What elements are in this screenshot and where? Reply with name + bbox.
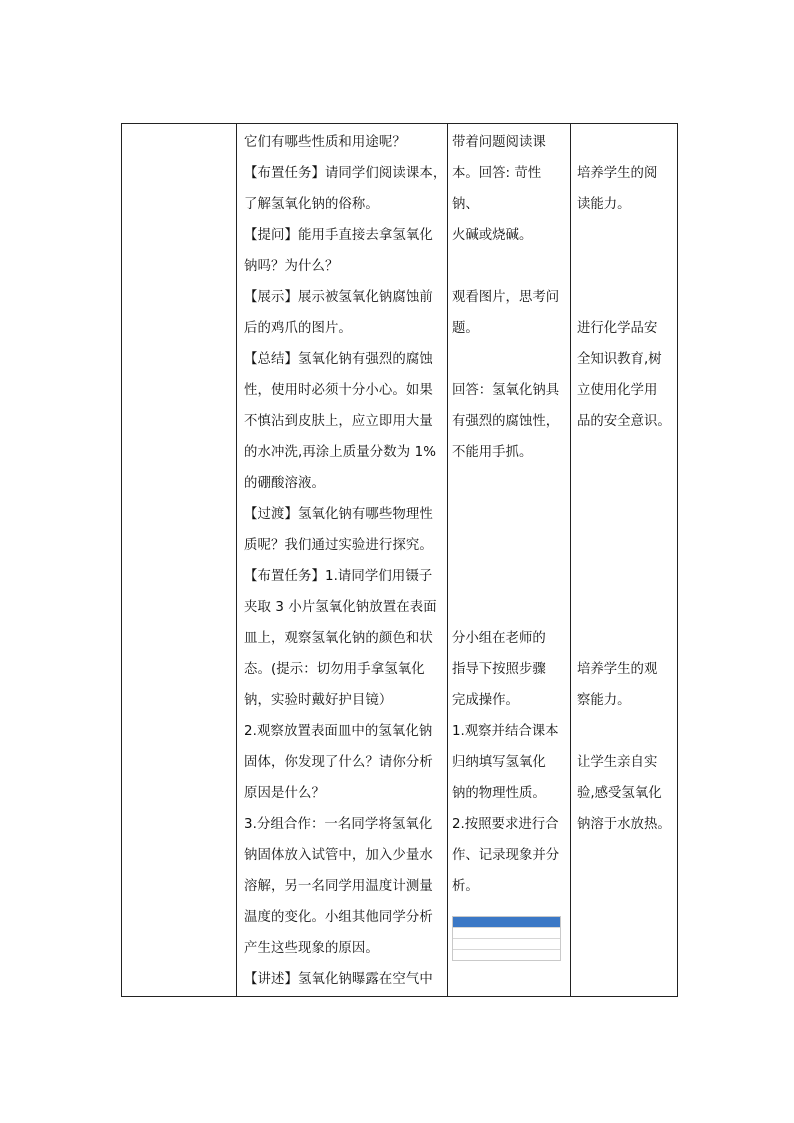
thumbnail-row [453, 949, 560, 960]
student-activity-column [452, 124, 565, 961]
thumbnail-cell [524, 928, 560, 938]
thumbnail-cell [524, 939, 560, 949]
text-line: 培养学生的阅 [577, 166, 658, 181]
text-line: 火碱或烧碱。 [452, 228, 533, 243]
text-line: 固体，你发现了什么？请你分析 [244, 755, 433, 770]
text-line: 它们有哪些性质和用途呢？ [244, 135, 406, 150]
text-line: 【总结】氢氧化钠有强烈的腐蚀 [244, 352, 433, 367]
design-intent-column [577, 124, 677, 840]
text-line: 2.观察放置表面皿中的氢氧化钠 [244, 724, 433, 739]
text-line: 培养学生的观 [577, 662, 658, 677]
text-line: 全知识教育,树 [577, 352, 662, 367]
lesson-plan-table [121, 123, 678, 997]
column-divider [236, 124, 237, 996]
text-line: 【展示】展示被氢氧化钠腐蚀前 [244, 290, 433, 305]
thumbnail-header [453, 917, 560, 927]
text-line: 回答：氢氧化钠具 [452, 383, 560, 398]
thumbnail-cell [453, 950, 489, 960]
thumbnail-cell [453, 928, 489, 938]
text-line: 皿上，观察氢氧化钠的颜色和状 [244, 631, 433, 646]
teacher-activity-column [240, 124, 450, 995]
text-line: 钠的物理性质。 [452, 786, 546, 801]
text-line: 有强烈的腐蚀性， [452, 414, 560, 429]
text-line: 【布置任务】1.请同学们用镊子 [244, 569, 433, 584]
text-line: 让学生亲自实 [577, 755, 658, 770]
text-line: 钠固体放入试管中，加入少量水 [244, 848, 433, 863]
text-line: 验,感受氢氧化 [577, 786, 662, 801]
text-line: 3.分组合作：一名同学将氢氧化 [244, 817, 433, 832]
text-line: 的硼酸溶液。 [244, 476, 325, 491]
thumbnail-cell [489, 917, 525, 927]
text-line: 【布置任务】请同学们阅读课本， [244, 166, 447, 181]
text-line: 溶解，另一名同学用温度计测量 [244, 879, 433, 894]
thumbnail-cell [489, 928, 525, 938]
text-line: 本。回答: 苛性钠、 [452, 166, 542, 212]
thumbnail-cell [453, 917, 489, 927]
text-line: 观看图片，思考问 [452, 290, 560, 305]
text-line: 钠吗？为什么？ [244, 259, 339, 274]
text-line: 析。 [452, 879, 479, 894]
column-divider [570, 124, 571, 996]
thumbnail-cell [489, 950, 525, 960]
thumbnail-row [453, 927, 560, 938]
text-line: 了解氢氧化钠的俗称。 [244, 197, 379, 212]
text-line: 1.观察并结合课本 [452, 724, 559, 739]
text-line: 指导下按照步骤 [452, 662, 546, 677]
text-line: 品的安全意识。 [577, 414, 671, 429]
text-line: 【讲述】氢氧化钠曝露在空气中 [244, 972, 433, 987]
text-line: 性，使用时必须十分小心。如果 [244, 383, 433, 398]
text-line: 作、记录现象并分 [452, 848, 560, 863]
text-line: 察能力。 [577, 693, 631, 708]
text-line: 分小组在老师的 [452, 631, 546, 646]
text-line: 的水冲洗,再涂上质量分数为 1% [244, 445, 437, 460]
text-line: 质呢？我们通过实验进行探究。 [244, 538, 433, 553]
text-line: 后的鸡爪的图片。 [244, 321, 352, 336]
text-line: 温度的变化。小组其他同学分析 [244, 910, 433, 925]
text-line: 题。 [452, 321, 479, 336]
text-line: 产生这些现象的原因。 [244, 941, 379, 956]
thumbnail-cell [524, 950, 560, 960]
text-line: 归纳填写氢氧化 [452, 755, 546, 770]
text-line: 原因是什么？ [244, 786, 325, 801]
text-line: 2.按照要求进行合 [452, 817, 559, 832]
text-line: 不慎沾到皮肤上，应立即用大量 [244, 414, 433, 429]
results-table-thumbnail [452, 916, 561, 961]
text-line: 读能力。 [577, 197, 631, 212]
text-line: 不能用手抓。 [452, 445, 533, 460]
text-line: 钠溶于水放热。 [577, 817, 671, 832]
text-line: 【提问】能用手直接去拿氢氧化 [244, 228, 433, 243]
thumbnail-cell [524, 917, 560, 927]
text-line: 态。(提示：切勿用手拿氢氧化 [244, 662, 425, 677]
text-line: 立使用化学用 [577, 383, 658, 398]
text-line: 夹取 3 小片氢氧化钠放置在表面 [244, 600, 437, 615]
text-line: 钠，实验时戴好护目镜） [244, 693, 393, 708]
text-line: 完成操作。 [452, 693, 519, 708]
thumbnail-row [453, 938, 560, 949]
text-line: 进行化学品安 [577, 321, 658, 336]
text-line: 【过渡】氢氧化钠有哪些物理性 [244, 507, 433, 522]
thumbnail-cell [453, 939, 489, 949]
thumbnail-cell [489, 939, 525, 949]
text-line: 带着问题阅读课 [452, 135, 546, 150]
